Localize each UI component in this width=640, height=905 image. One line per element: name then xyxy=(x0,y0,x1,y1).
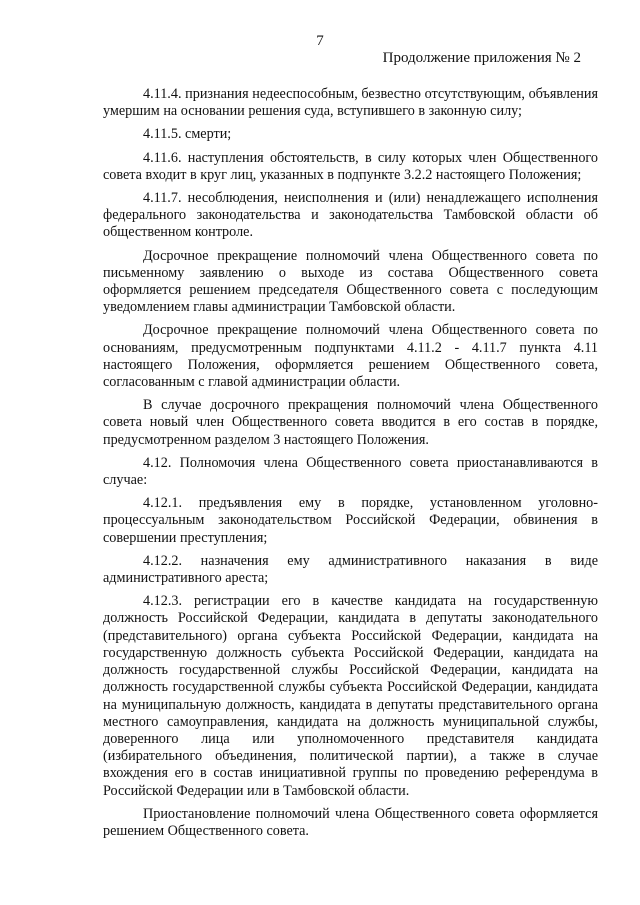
paragraph-4-12-2: 4.12.2. назначения ему административного наказания в виде административного ареста; xyxy=(103,552,598,587)
paragraph-4-12: 4.12. Полномочия члена Общественного совета приостанавливаются в случае: xyxy=(103,454,598,489)
paragraph-early-termination-by-grounds: Досрочное прекращение полномочий члена Общественного совета по основаниям, предусмотренным подпунктами 4.11.2 - 4.11.7 пункта 4.11 настоящего Положения, оформляется решением Общественного совета, согласованным с главой администрации области. xyxy=(103,322,598,391)
paragraph-new-member: В случае досрочного прекращения полномочий члена Общественного совета новый член Общественного совета вводится в его состав в порядке, предусмотренном разделом 3 настоящего Положения. xyxy=(103,397,598,448)
document-body xyxy=(103,86,598,846)
paragraph-4-11-4: 4.11.4. признания недееспособным, безвестно отсутствующим, объявления умершим на основании решения суда, вступившего в законную силу; xyxy=(103,86,598,120)
paragraph-4-11-7: 4.11.7. несоблюдения, неисполнения и (или) ненадлежащего исполнения федерального законодательства и законодательства Тамбовской области об общественном контроле. xyxy=(103,190,598,241)
paragraph-4-12-1: 4.12.1. предъявления ему в порядке, установленном уголовно-процессуальным законодательством Российской Федерации, обвинения в совершении преступления; xyxy=(103,495,598,546)
paragraph-4-12-3: 4.12.3. регистрации его в качестве кандидата на государственную должность Российской Федерации, кандидата в депутаты законодательного (представительного) органа субъекта Российской Федерации, кандидата на государственную должность субъекта Российской Федерации, кандидата на должность государственной службы Российской Федерации, кандидата на должность государственной службы субъекта Российской Федерации, кандидата на муниципальную должность, кандидата в депутаты представительного органа местного самоуправления, кандидата на должность муниципальной службы, доверенного лица или уполномоченного представителя кандидата (избирательного объединения, политической партии), а также в случае вхождения его в состав инициативной группы по проведению референдума в Российской Федерации или в Тамбовской области. xyxy=(103,593,598,799)
paragraph-early-termination-by-request: Досрочное прекращение полномочий члена Общественного совета по письменному заявлению о выходе из состава Общественного совета оформляется решением председателя Общественного совета с последующим уведомлением главы администрации Тамбовской области. xyxy=(103,247,598,316)
page-number: 7 xyxy=(316,33,324,49)
paragraph-4-11-6: 4.11.6. наступления обстоятельств, в силу которых член Общественного совета входит в круг лиц, указанных в подпункте 3.2.2 настоящего Положения; xyxy=(103,149,598,183)
paragraph-4-11-5: 4.11.5. смерти; xyxy=(143,126,232,143)
paragraph-suspension-decision: Приостановление полномочий члена Общественного совета оформляется решением Общественного совета. xyxy=(103,805,598,839)
appendix-continuation-label: Продолжение приложения № 2 xyxy=(382,50,581,66)
